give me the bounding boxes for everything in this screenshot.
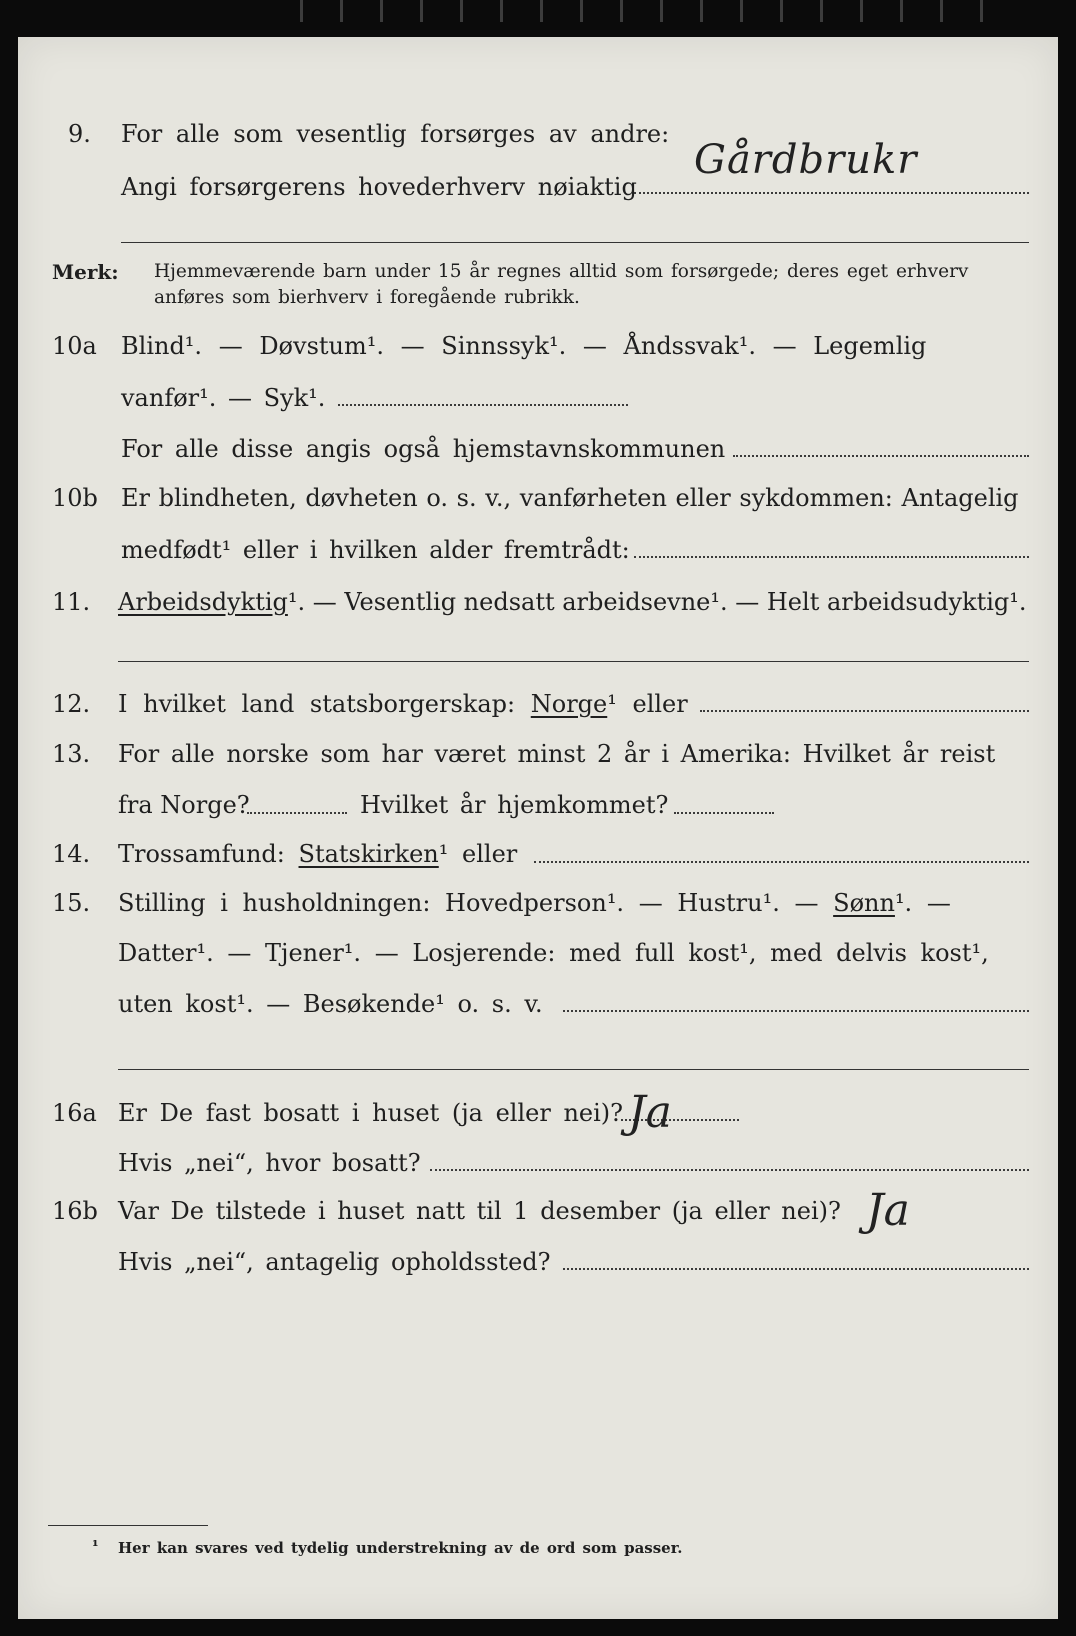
q13-hjemkommet-line: [674, 812, 774, 814]
scan-top-edge: [0, 0, 1076, 37]
q13-line2b: Hvilket år hjemkommet?: [360, 791, 669, 819]
q11-arbeidsdyktig-underlined: Arbeidsdyktig: [118, 588, 288, 616]
q10a-line2: vanfør¹. — Syk¹.: [121, 384, 326, 412]
q16b-opholdssted-line: [563, 1268, 1029, 1270]
q14-answer-line: [534, 861, 1029, 863]
q16a-number: 16a: [52, 1099, 97, 1127]
q16b-line1: Var De tilstede i huset natt til 1 desember (ja eller nei)?: [118, 1197, 841, 1225]
q9-line2: Angi forsørgerens hovederhverv nøiaktig: [121, 173, 637, 201]
q11-number: 11.: [52, 588, 91, 616]
q15-sonn-underlined: Sønn: [833, 889, 895, 917]
q10b-line2: medfødt¹ eller i hvilken alder fremtrådt:: [121, 536, 630, 564]
q16b-handwritten-answer: Ja: [866, 1185, 910, 1236]
q15-answer-line: [563, 1010, 1029, 1012]
footnote-text: Her kan svares ved tydelig understrekning av de ord som passer.: [118, 1539, 683, 1557]
q16a-bosatt-line: [430, 1169, 1029, 1171]
q10b-line1: Er blindheten, døvheten o. s. v., vanførheten eller sykdommen: Antagelig: [121, 484, 1019, 512]
q9-answer-line: [634, 192, 1029, 194]
q10b-number: 10b: [52, 484, 98, 512]
q14-after: ¹ eller: [438, 840, 518, 868]
q9-line1: For alle som vesentlig forsørges av andre:: [121, 120, 670, 148]
q13-number: 13.: [52, 740, 91, 768]
q14-text: [118, 842, 517, 866]
q15-line1: [118, 891, 951, 915]
q13-reist-line: [247, 812, 347, 814]
q10b-alder-line: [634, 556, 1029, 558]
q16b-number: 16b: [52, 1197, 98, 1225]
merk-line2: anføres som bierhverv i foregående rubrikk.: [154, 287, 580, 308]
q11-text: [118, 590, 1027, 614]
footnote-rule: [48, 1525, 208, 1526]
q12-after: ¹ eller: [607, 690, 688, 718]
census-form-page: [18, 37, 1058, 1619]
q12-number: 12.: [52, 690, 91, 718]
q12-answer-line: [700, 710, 1029, 712]
footnote-mark: ¹: [92, 1537, 99, 1555]
q11-rest: ¹. — Vesentlig nedsatt arbeidsevne¹. — Helt arbeidsudyktig¹.: [287, 588, 1027, 616]
q16a-handwritten-answer: Ja: [628, 1087, 672, 1138]
q9-separator-line: [121, 242, 1029, 243]
q10a-hjemstavn-line: [733, 455, 1029, 457]
q12-text: [118, 692, 688, 716]
q10a-line3: For alle disse angis også hjemstavnskommunen: [121, 435, 726, 463]
q9-handwritten-answer: Gårdbrukr: [694, 137, 918, 183]
q15-line1b: ¹. —: [894, 889, 951, 917]
q11-separator-line: [118, 661, 1029, 662]
q9-number: 9.: [68, 120, 91, 148]
q15-number: 15.: [52, 889, 91, 917]
q12-before: I hvilket land statsborgerskap:: [118, 690, 516, 718]
q10a-number: 10a: [52, 332, 97, 360]
q15-line3: uten kost¹. — Besøkende¹ o. s. v.: [118, 990, 543, 1018]
q10a-syk-line: [338, 404, 628, 406]
q14-number: 14.: [52, 840, 91, 868]
q15-separator-line: [118, 1069, 1029, 1070]
q16a-line1: Er De fast bosatt i huset (ja eller nei)?: [118, 1099, 624, 1127]
q15-line2: Datter¹. — Tjener¹. — Losjerende: med full kost¹, med delvis kost¹,: [118, 939, 989, 967]
q13-line2a: fra Norge?: [118, 791, 250, 819]
q14-statskirken-underlined: Statskirken: [298, 840, 439, 868]
q13-line1: For alle norske som har været minst 2 år i Amerika: Hvilket år reist: [118, 740, 996, 768]
q16b-line2: Hvis „nei“, antagelig opholdssted?: [118, 1248, 551, 1276]
q12-norge-underlined: Norge: [530, 690, 608, 718]
merk-line1: Hjemmeværende barn under 15 år regnes alltid som forsørgede; deres eget erhverv: [154, 261, 969, 282]
q14-before: Trossamfund:: [118, 840, 285, 868]
q16a-line2: Hvis „nei“, hvor bosatt?: [118, 1149, 421, 1177]
merk-label: Merk:: [52, 260, 119, 284]
q10a-line1: Blind¹. — Døvstum¹. — Sinnssyk¹. — Åndssvak¹. — Legemlig: [121, 332, 927, 360]
q15-line1a: Stilling i husholdningen: Hovedperson¹. — Hustru¹. —: [118, 889, 819, 917]
